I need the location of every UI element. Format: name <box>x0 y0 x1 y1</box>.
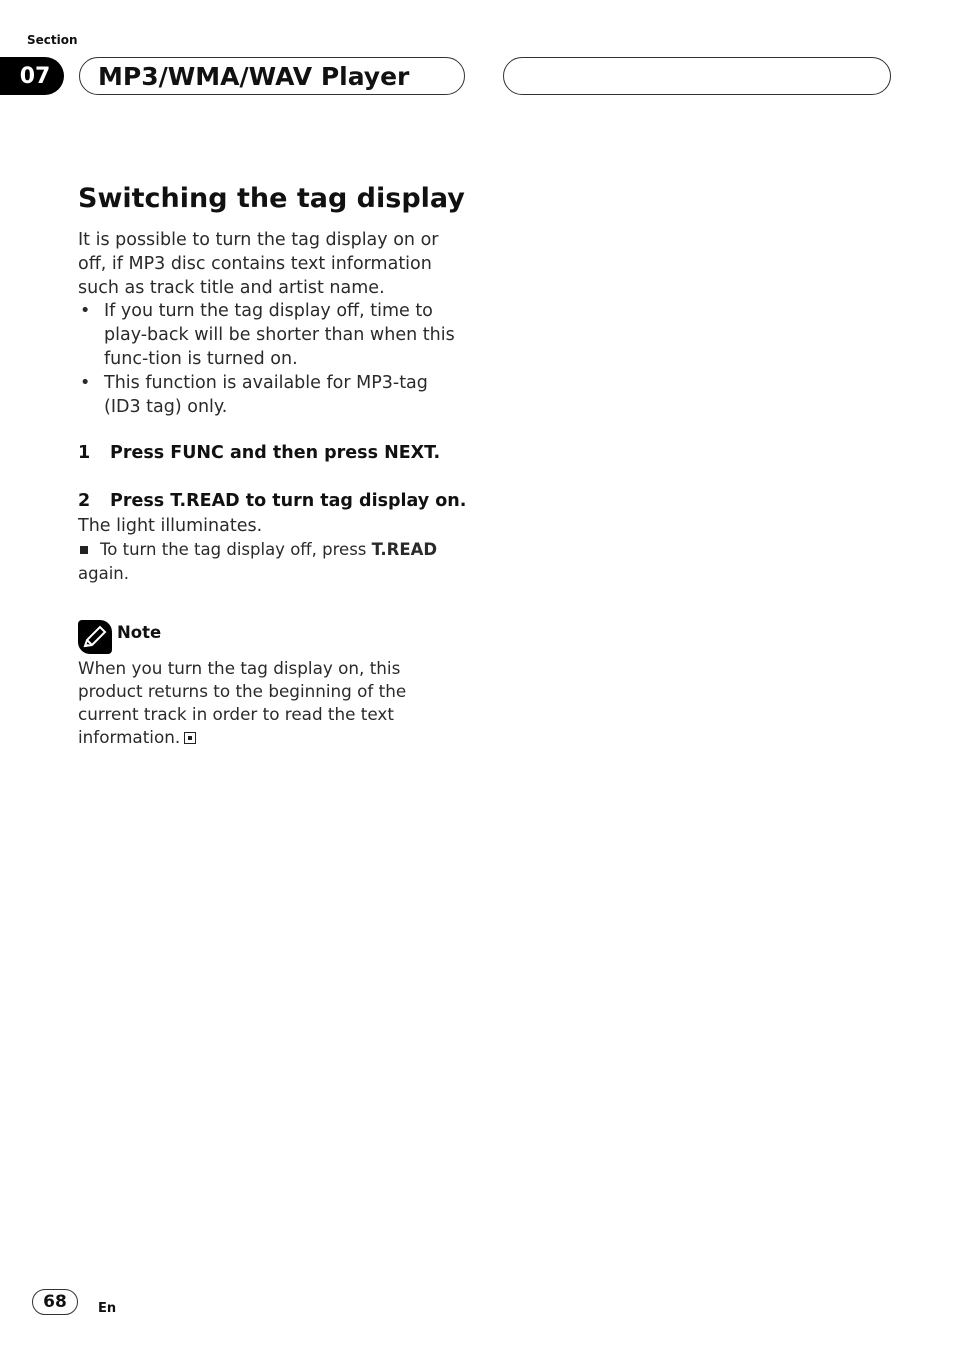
step-1 <box>78 443 440 463</box>
note-body: When you turn the tag display on, this product returns to the beginning of the current track in order to read the text information. <box>78 658 407 747</box>
bullet-marker: • <box>80 301 91 321</box>
list-item-text: If you turn the tag display off, time to play-back will be shorter than when this func-tion is turned on. <box>104 301 455 369</box>
note-label: Note <box>117 623 162 642</box>
section-number-tab: 07 <box>0 57 64 95</box>
chapter-subtitle-box <box>503 57 891 95</box>
end-of-section-icon <box>184 732 196 744</box>
sub-item-text-before: To turn the tag display off, press <box>100 540 372 559</box>
chapter-title: MP3/WMA/WAV Player <box>79 57 465 95</box>
list-item <box>78 371 470 419</box>
step-2-sub-item <box>78 538 468 586</box>
section-heading: Switching the tag display <box>78 183 465 214</box>
square-bullet-icon <box>80 546 88 554</box>
bullet-list <box>78 299 470 419</box>
bullet-marker: • <box>80 373 91 393</box>
intro-paragraph: It is possible to turn the tag display on or off, if MP3 disc contains text information such as track title and artist name. <box>78 230 439 298</box>
step-text: Press FUNC and then press NEXT. <box>110 443 441 463</box>
language-code: En <box>98 1301 117 1316</box>
step-2-result: The light illuminates. <box>78 516 263 536</box>
step-number: 1 <box>78 443 91 463</box>
note-text <box>78 657 468 749</box>
step-number: 2 <box>78 491 91 511</box>
list-item <box>78 299 470 371</box>
list-item-text: This function is available for MP3-tag (ID3 tag) only. <box>104 373 428 417</box>
page-number: 68 <box>32 1289 78 1315</box>
sub-item-bold-button: T.READ <box>371 540 438 559</box>
sub-item-text-after: again. <box>78 564 129 583</box>
step-text: Press T.READ to turn tag display on. <box>110 491 467 511</box>
note-pencil-icon <box>78 620 112 654</box>
step-2 <box>78 491 466 511</box>
section-label: Section <box>27 33 78 47</box>
